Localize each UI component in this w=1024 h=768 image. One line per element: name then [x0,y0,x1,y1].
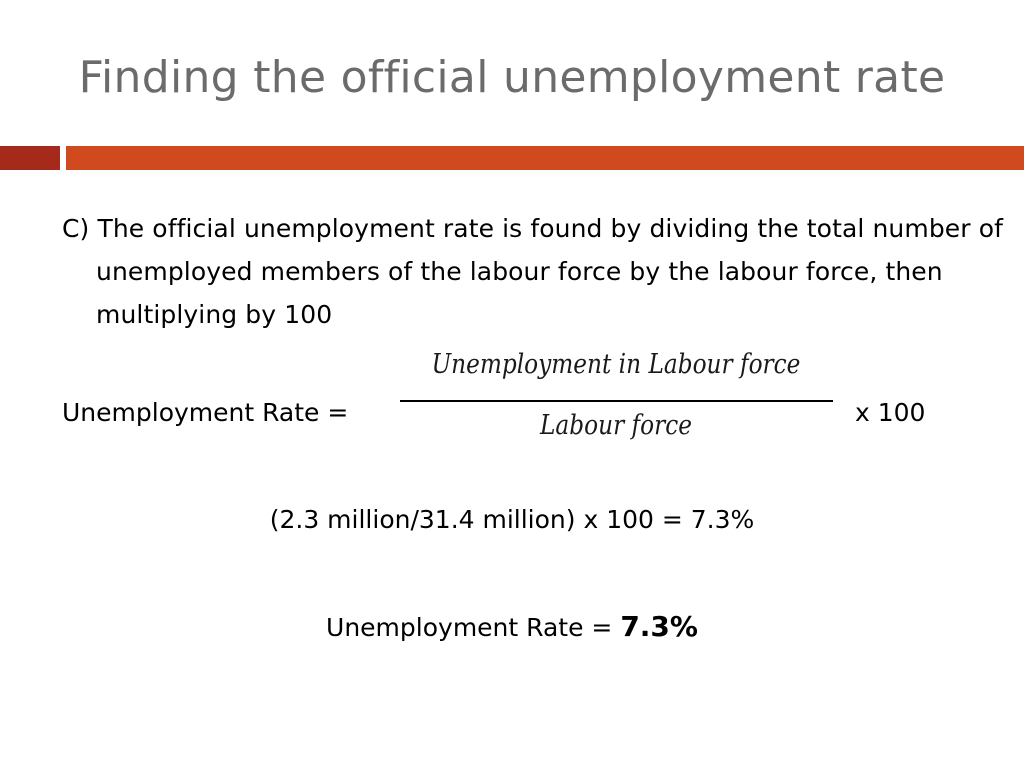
result-label: Unemployment Rate = [326,613,613,642]
formula-label: Unemployment Rate = [62,398,349,427]
result-value: 7.3% [620,610,698,643]
title-divider-left [0,146,60,170]
calculation-line: (2.3 million/31.4 million) x 100 = 7.3% [269,505,755,534]
formula-numerator: Unemployment in Labour force [431,349,801,380]
fraction-bar [400,400,833,402]
slide-title: Finding the official unemployment rate [78,52,946,103]
title-divider-right [66,146,1024,170]
definition-paragraph: C) The official unemployment rate is found by dividing the total number of unemployed members of the labour force by the labour force, then multiplying by 100 [62,214,1003,329]
formula-denominator: Labour force [540,410,692,441]
formula-multiplier: x 100 [855,398,926,427]
result-line [0,610,1024,643]
